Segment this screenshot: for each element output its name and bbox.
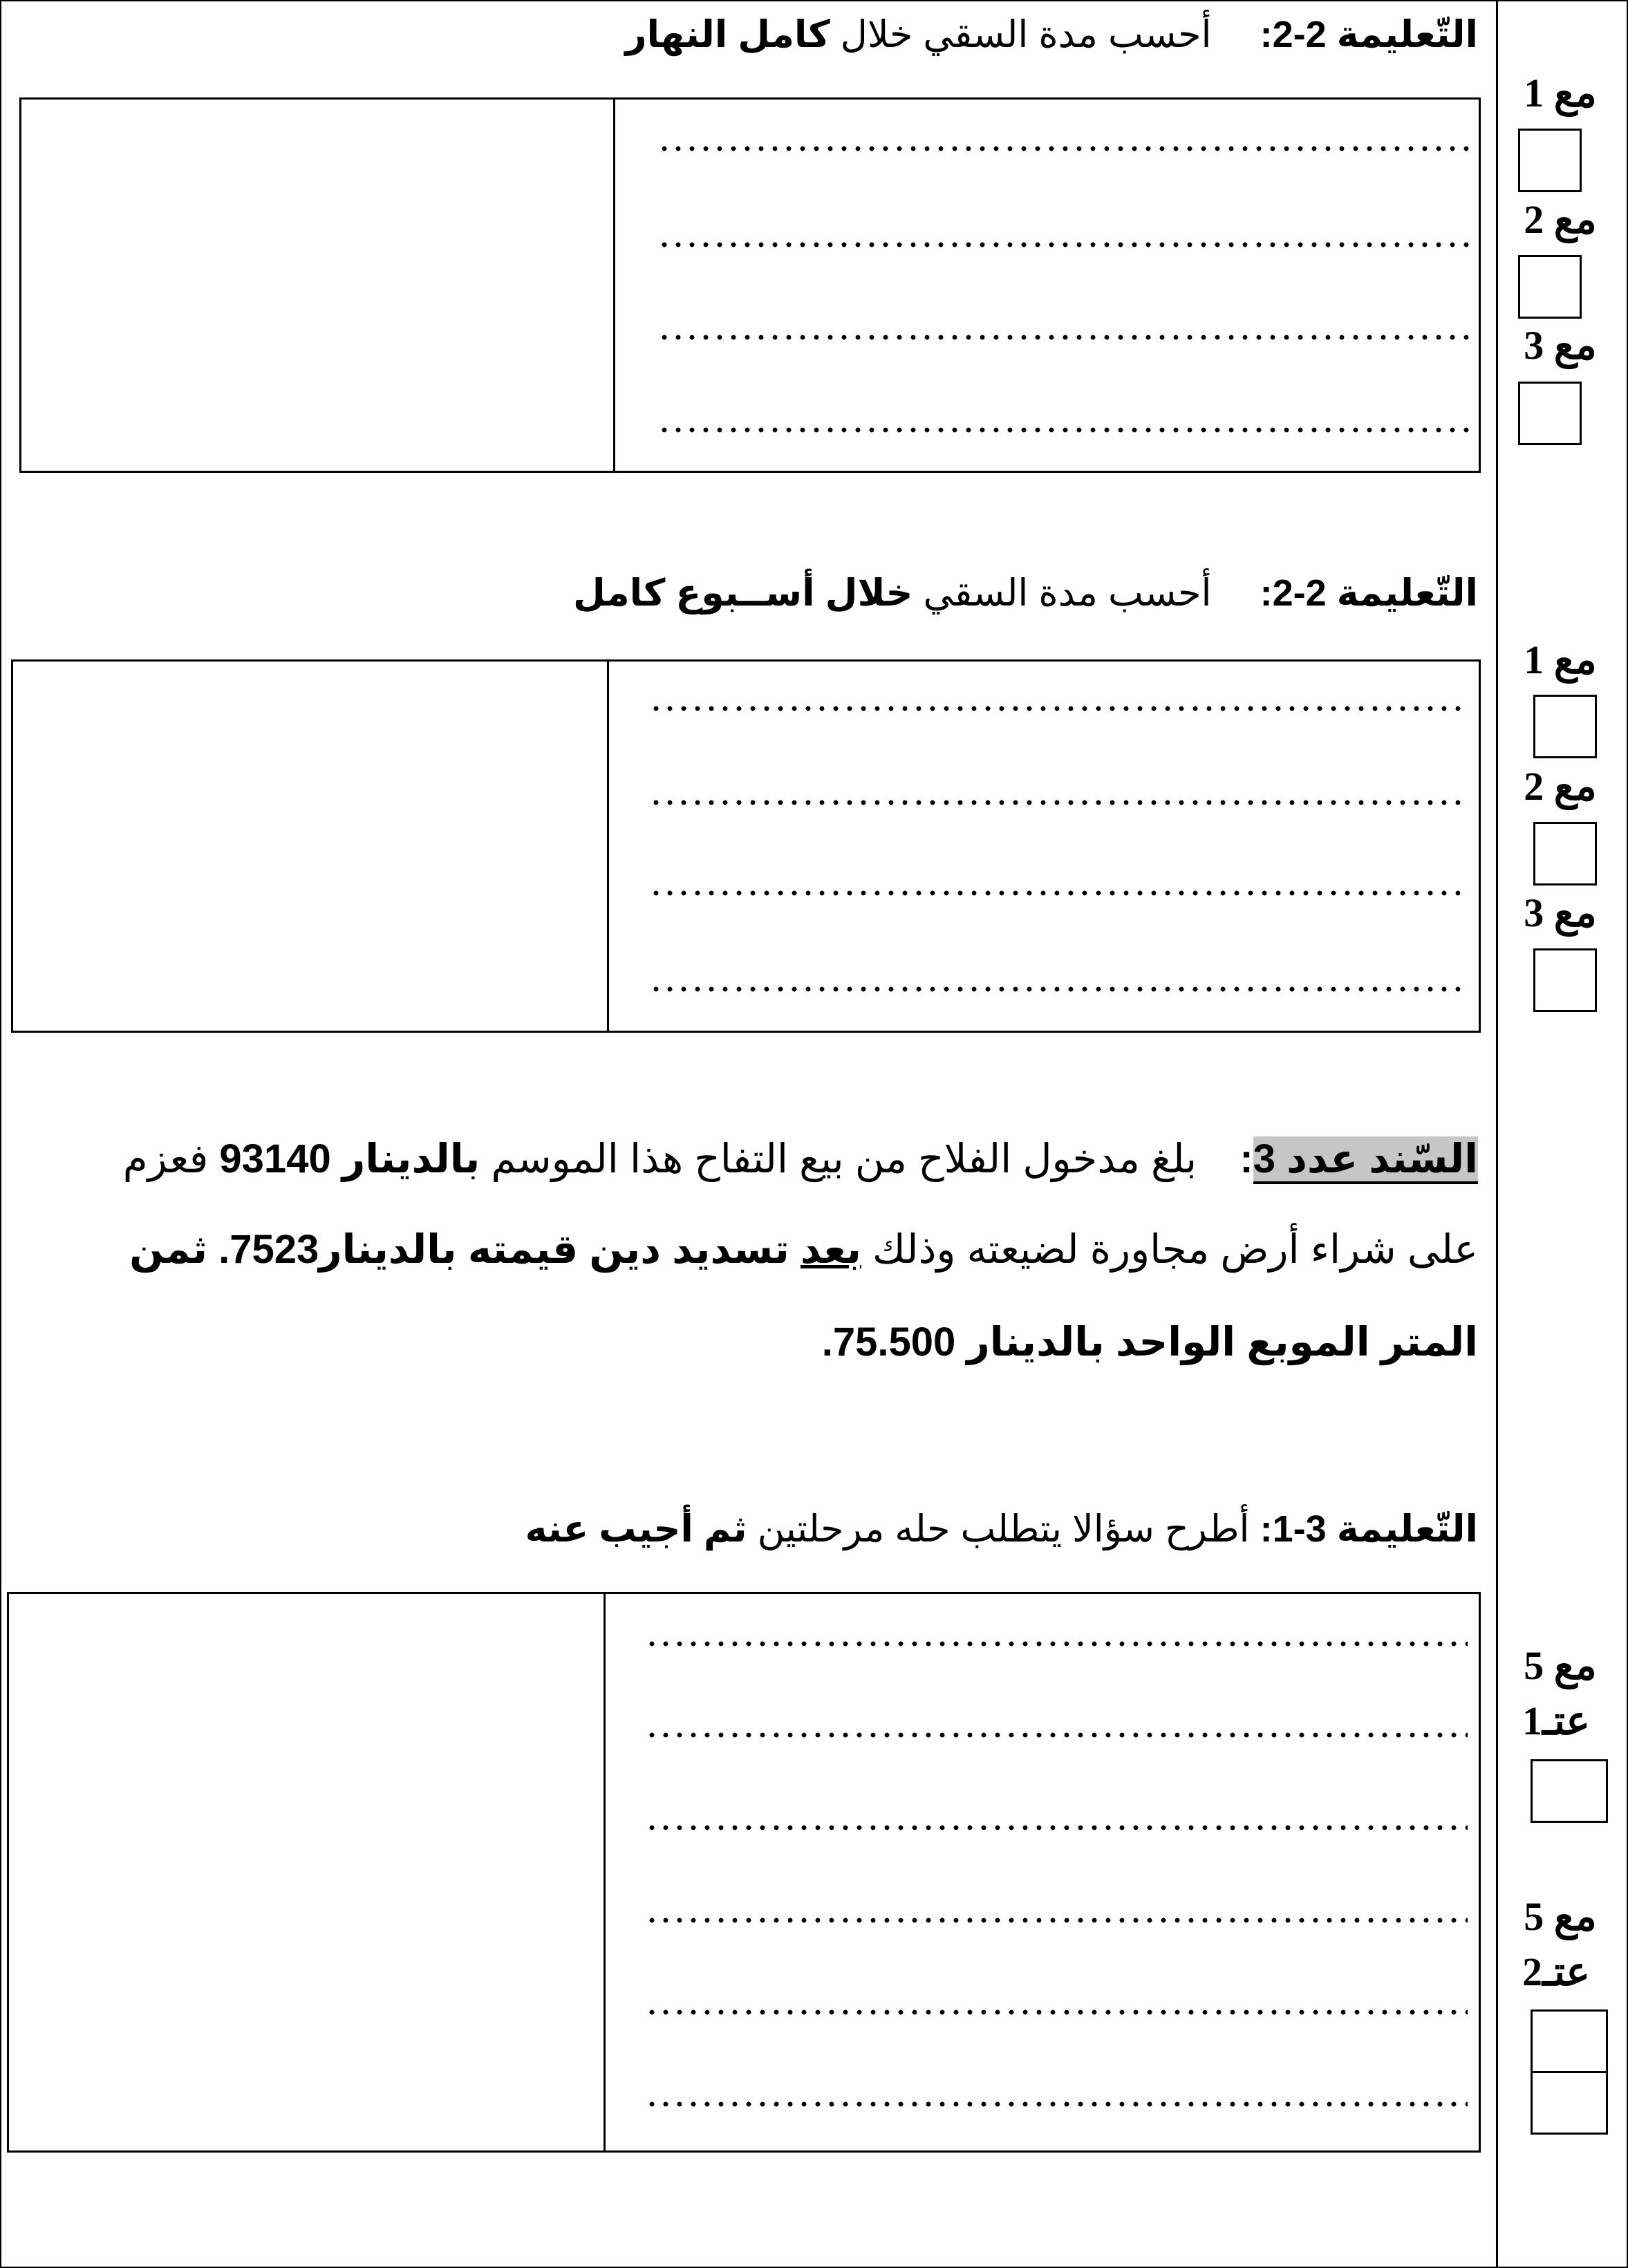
document3-line1 bbox=[123, 1135, 1478, 1182]
criterion-label: مع 3 bbox=[1524, 323, 1597, 368]
answer-line[interactable] bbox=[657, 334, 1473, 341]
document3-line3: المتر الموبع الواحد بالدينار 75.500. bbox=[821, 1320, 1478, 1365]
document3-text: على شراء أرض مجاورة لضيعته وذلك bbox=[861, 1227, 1478, 1272]
section2-label: التّعليمة 2-2: bbox=[1260, 572, 1478, 614]
section3-label: التّعليمة 3-1: bbox=[1260, 1508, 1478, 1550]
criterion-label: مع 3 bbox=[1524, 890, 1597, 935]
score-box[interactable] bbox=[1518, 255, 1582, 319]
criterion-label: مع 2 bbox=[1524, 764, 1597, 809]
answer-line[interactable] bbox=[645, 1824, 1468, 1831]
answer-line[interactable] bbox=[649, 986, 1465, 993]
answer-box-1 bbox=[19, 97, 1481, 473]
document3-text: فعزم bbox=[122, 1136, 220, 1181]
section1-title bbox=[625, 12, 1478, 56]
criterion-label: مع 2 bbox=[1524, 197, 1597, 242]
score-box[interactable] bbox=[1533, 822, 1597, 885]
section1-text: أحسب مدة السقي خلال bbox=[830, 14, 1212, 55]
answer-line[interactable] bbox=[657, 427, 1473, 433]
answer-box-2 bbox=[11, 659, 1481, 1033]
answer-line[interactable] bbox=[645, 1640, 1468, 1647]
answer-box-3-divider bbox=[604, 1594, 606, 2150]
criterion-label: مع 1 bbox=[1524, 71, 1597, 115]
section2-bold: خلال أســبوع كامل bbox=[573, 572, 913, 614]
answer-line[interactable] bbox=[645, 2101, 1468, 2108]
section2-text: أحسب مدة السقي bbox=[913, 572, 1212, 614]
margin-divider bbox=[1496, 0, 1498, 2268]
answer-line[interactable] bbox=[649, 890, 1465, 897]
score-box[interactable] bbox=[1533, 948, 1597, 1012]
score-box[interactable] bbox=[1531, 1759, 1608, 1823]
document3-text: بلغ مدخول الفلاح من بيع التفاح هذا الموسم bbox=[480, 1136, 1197, 1181]
score-box[interactable] bbox=[1531, 2009, 1608, 2073]
criterion-label: مع 5 bbox=[1524, 1643, 1597, 1688]
answer-box-3 bbox=[7, 1592, 1481, 2153]
criterion-label: مع 1 bbox=[1524, 637, 1597, 682]
threshold-label: عتـ2 bbox=[1522, 1949, 1591, 1994]
section3-bold: ثم أجيب عنه bbox=[525, 1508, 747, 1550]
score-box[interactable] bbox=[1518, 382, 1582, 445]
document3-colon: : bbox=[1239, 1136, 1253, 1181]
document3-underlined: بعد bbox=[800, 1227, 861, 1272]
answer-line[interactable] bbox=[657, 241, 1473, 248]
answer-box-2-divider bbox=[607, 662, 609, 1031]
section3-text: أطرح سؤالا يتطلب حله مرحلتين bbox=[747, 1508, 1250, 1550]
score-box[interactable] bbox=[1518, 129, 1582, 192]
answer-line[interactable] bbox=[645, 1917, 1468, 1924]
criterion-label: مع 5 bbox=[1524, 1894, 1597, 1939]
answer-line[interactable] bbox=[649, 799, 1465, 806]
answer-line[interactable] bbox=[649, 705, 1465, 712]
document3-line2 bbox=[129, 1226, 1478, 1273]
document3-amount: بالدينار 93140 bbox=[219, 1136, 480, 1181]
document3-label: السّند عدد 3 bbox=[1253, 1136, 1478, 1184]
answer-line[interactable] bbox=[645, 1732, 1468, 1739]
section2-title bbox=[573, 571, 1478, 615]
answer-line[interactable] bbox=[657, 145, 1473, 152]
section1-bold: كامل النهار bbox=[625, 14, 830, 55]
section3-title bbox=[525, 1507, 1478, 1550]
section1-label: التّعليمة 2-2: bbox=[1260, 14, 1478, 55]
threshold-label: عتـ1 bbox=[1522, 1698, 1591, 1743]
answer-box-1-divider bbox=[613, 100, 615, 471]
answer-line[interactable] bbox=[645, 2009, 1468, 2016]
score-box[interactable] bbox=[1533, 695, 1597, 758]
score-box[interactable] bbox=[1531, 2071, 1608, 2135]
document3-debt: تسديد دين قيمته بالدينار7523. ثمن bbox=[129, 1227, 801, 1272]
